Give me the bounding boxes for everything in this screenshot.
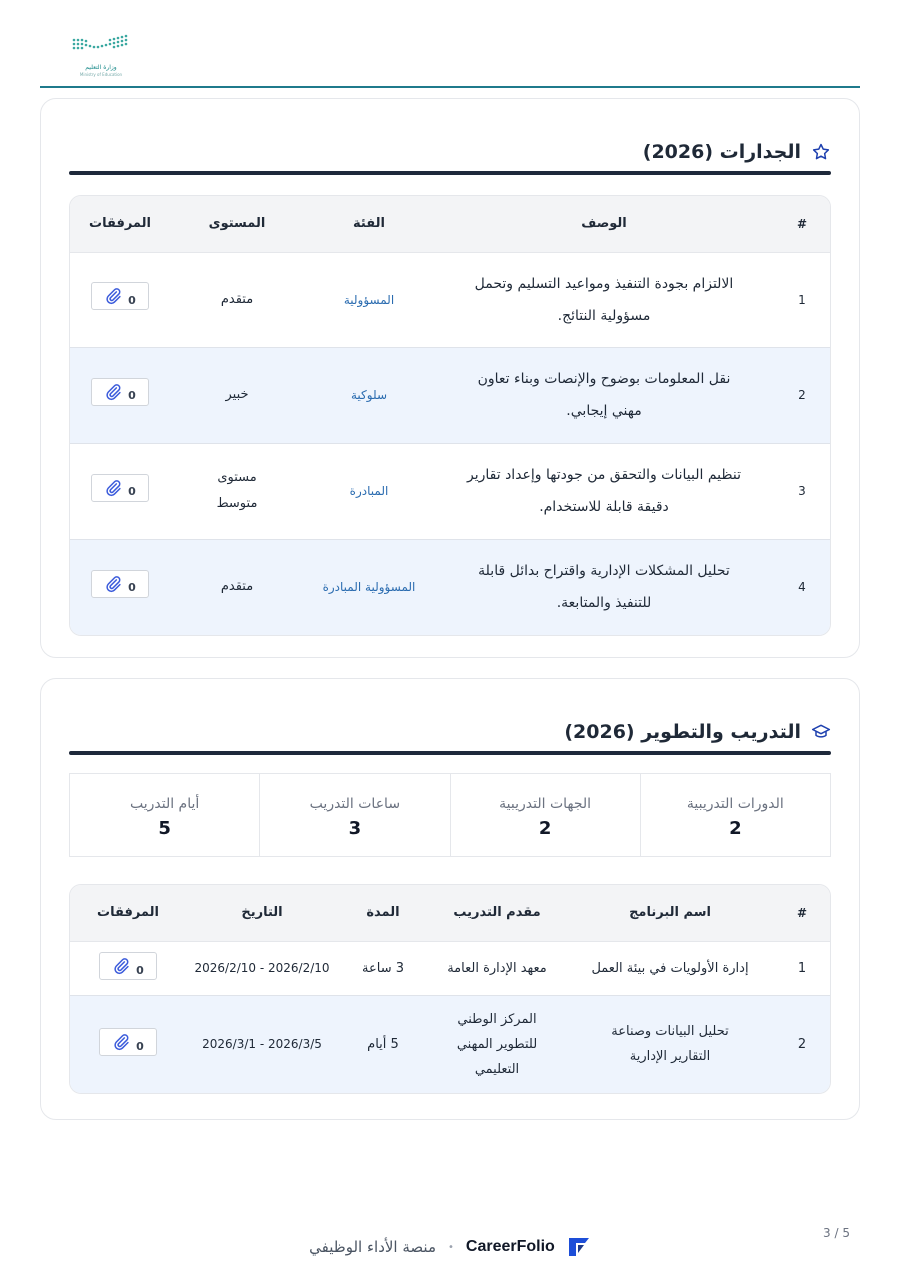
careerfolio-logo-icon [567,1235,591,1259]
col-level: المستوى [170,196,304,252]
paperclip-icon [104,383,122,401]
footer [0,1232,900,1262]
row-duration: 3 ساعة [338,941,428,995]
stat-courses [640,774,830,856]
page-number: 3 / 5 [823,1226,850,1240]
stat-value: 2 [538,818,552,839]
attachment-button[interactable] [91,570,149,598]
separator-dot: • [447,1241,454,1253]
col-attachments: المرفقات [70,885,186,941]
row-description: نقل المعلومات بوضوح والإنصات وبناء تعاون مهني إيجابي. [434,347,774,443]
row-level: خبير [170,347,304,443]
footer-brand: CareerFolio [465,1238,555,1255]
table-header-row [70,885,830,941]
row-duration: 5 أيام [338,995,428,1093]
row-category: المسؤولية المبادرة [304,539,434,635]
row-category: المسؤولية [304,252,434,347]
col-attachments: المرفقات [70,196,170,252]
logo-text: وزارة التعليم [85,64,117,71]
attachment-count: 0 [128,485,136,498]
row-category: المبادرة [304,443,434,539]
page-header [40,26,860,88]
col-desc: الوصف [434,196,774,252]
attachment-count: 0 [128,581,136,595]
col-num: # [774,885,830,941]
row-description: تحليل المشكلات الإدارية واقتراح بدائل قابلة للتنفيذ والمتابعة. [434,539,774,635]
graduation-cap-icon [811,722,831,742]
row-date: 2026/2/10 - 2026/2/10 [186,941,338,995]
row-num: 2 [774,995,830,1093]
col-category: الفئة [304,196,434,252]
stat-label: أيام التدريب [129,796,200,812]
stat-label: ساعات التدريب [309,796,401,812]
table-row [70,347,830,443]
row-num: 3 [774,443,830,539]
row-num: 1 [774,941,830,995]
title-divider [69,751,831,755]
row-description: تنظيم البيانات والتحقق من جودتها وإعداد تقارير دقيقة قابلة للاستخدام. [434,443,774,539]
logo-subtext: Ministry of Education [79,72,123,77]
stat-value: 3 [348,818,362,839]
row-program-name: تحليل البيانات وصناعة التقارير الإدارية [566,995,774,1093]
row-date: 2026/3/5 - 2026/3/1 [186,995,338,1093]
col-num: # [774,196,830,252]
stat-value: 5 [158,818,171,839]
row-num: 1 [774,252,830,347]
paperclip-icon [112,957,130,975]
competencies-title-text: الجدارات (2026) [642,141,801,163]
paperclip-icon [104,479,122,497]
table-header-row [70,196,830,252]
star-icon [811,142,831,162]
footer-subtitle: منصة الأداء الوظيفي [309,1238,436,1256]
attachment-count: 0 [128,389,136,402]
training-title-text: التدريب والتطوير (2026) [564,721,801,743]
attachment-count: 0 [136,1039,144,1053]
table-row [70,539,830,635]
attachment-button[interactable] [91,474,149,502]
stat-days [70,774,259,856]
row-level: مستوى متوسط [170,443,304,539]
row-num: 2 [774,347,830,443]
competencies-table [69,195,831,636]
attachment-button[interactable] [99,1028,157,1056]
row-provider: المركز الوطني للتطوير المهني التعليمي [428,995,566,1093]
table-row [70,941,830,995]
stat-providers [450,774,640,856]
row-num: 4 [774,539,830,635]
attachment-count: 0 [128,293,136,307]
stat-value: 2 [729,818,742,839]
attachment-count: 0 [136,963,144,977]
stat-label: الجهات التدريبية [499,796,592,812]
training-card [40,678,860,1120]
table-row [70,995,830,1093]
row-category: سلوكية [304,347,434,443]
stat-hours [259,774,449,856]
table-row [70,252,830,347]
attachment-button[interactable] [91,282,149,310]
attachment-button[interactable] [99,952,157,980]
paperclip-icon [104,287,122,305]
competencies-card [40,98,860,658]
ministry-logo-icon [70,34,132,62]
row-provider: معهد الإدارة العامة [428,941,566,995]
paperclip-icon [104,575,122,593]
col-program-name: اسم البرنامج [566,885,774,941]
stat-label: الدورات التدريبية [686,796,784,812]
row-level: متقدم [170,539,304,635]
col-date: التاريخ [186,885,338,941]
title-divider [69,171,831,175]
row-description: الالتزام بجودة التنفيذ ومواعيد التسليم وتحمل مسؤولية النتائج. [434,252,774,347]
training-table [69,884,831,1094]
row-program-name: إدارة الأولويات في بيئة العمل [566,941,774,995]
training-stats [69,773,831,857]
table-row [70,443,830,539]
paperclip-icon [112,1033,130,1051]
competencies-title [643,137,831,167]
col-provider: مقدم التدريب [428,885,566,941]
attachment-button[interactable] [91,378,149,406]
training-title [564,717,831,747]
col-duration: المدة [338,885,428,941]
ministry-logo [70,34,132,78]
row-level: متقدم [170,252,304,347]
